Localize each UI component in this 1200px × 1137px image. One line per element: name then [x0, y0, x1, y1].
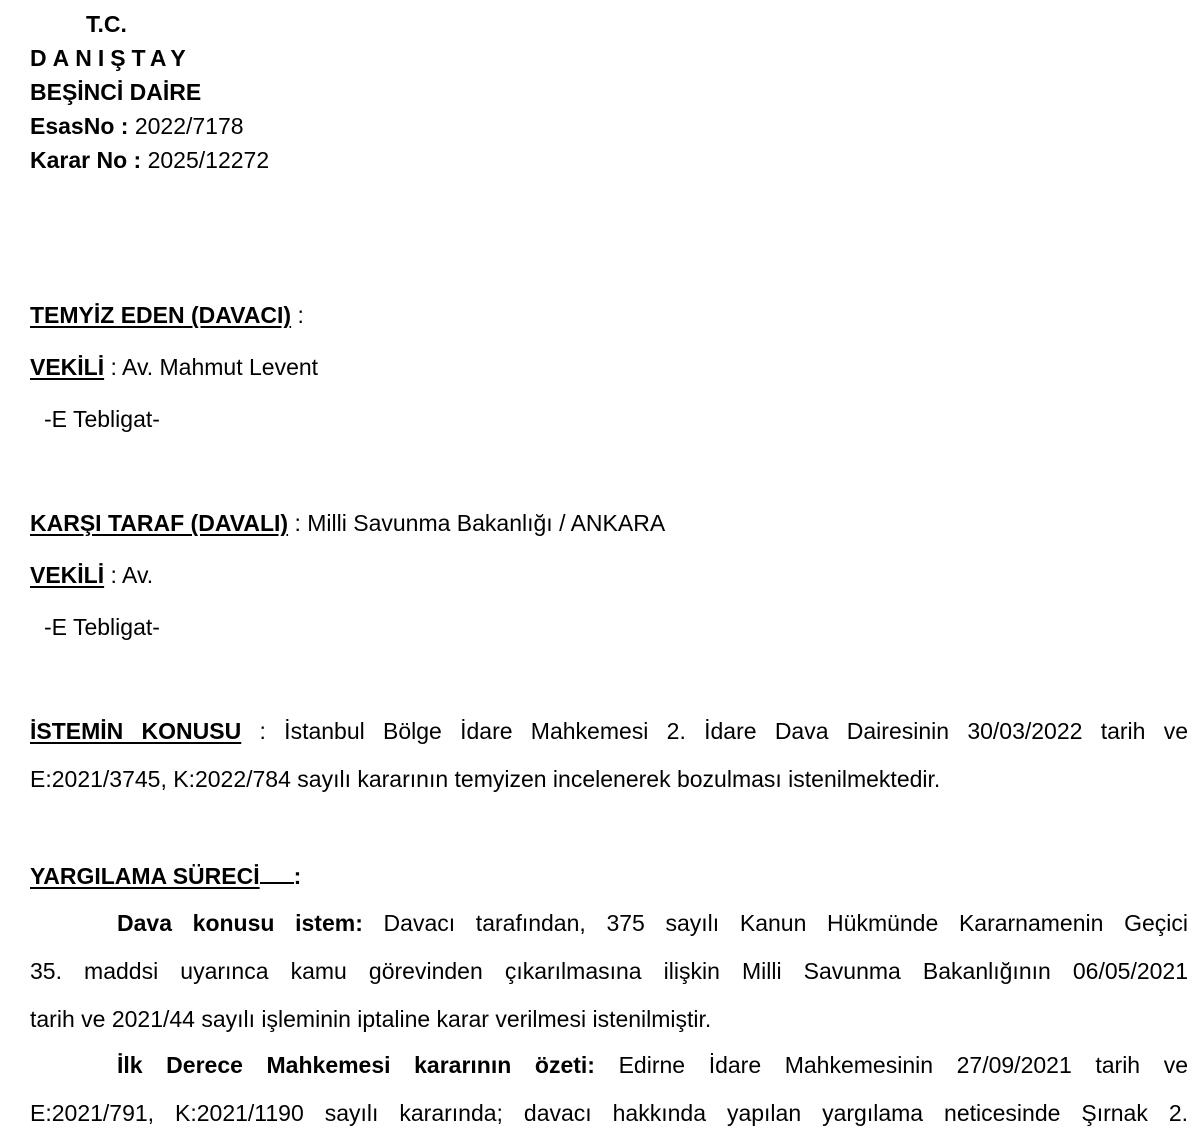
appellant-counsel-row	[30, 353, 318, 381]
respondent-counsel-row	[30, 561, 153, 589]
first-instance-line-2: E:2021/791, K:2021/1190 sayılı kararında; davacı hakkında yapılan yargılama neticesinde Şırnak 2.	[30, 1100, 1188, 1126]
appellant-separator: :	[297, 302, 304, 328]
claim-line-1	[30, 909, 1188, 937]
request-text-1: : İstanbul Bölge İdare Mahkemesi 2. İdare Dava Dairesinin 30/03/2022 tarih ve	[259, 718, 1189, 744]
karar-value: 2025/12272	[147, 147, 270, 173]
header-tc: T.C.	[86, 11, 127, 37]
first-instance-text-1: Edirne İdare Mahkemesinin 27/09/2021 tarih ve	[618, 1052, 1189, 1078]
appellant-counsel-label: VEKİLİ	[30, 354, 105, 380]
respondent-row	[30, 509, 665, 537]
request-line-2: E:2021/3745, K:2022/784 sayılı kararının temyizen incelenerek bozulması istenilmektedir.	[30, 766, 941, 792]
respondent-notice: -E Tebligat-	[44, 614, 160, 640]
karar-label: Karar No :	[30, 147, 142, 173]
claim-line-3: tarih ve 2021/44 sayılı işleminin iptaline karar verilmesi istenilmiştir.	[30, 1006, 712, 1032]
appellant-row	[30, 301, 304, 329]
claim-label: Dava konusu istem:	[117, 910, 363, 936]
heading-underline-gap	[260, 864, 294, 884]
respondent-counsel-value: : Av.	[110, 562, 154, 588]
appellant-counsel-value: : Av. Mahmut Levent	[110, 354, 319, 380]
request-label: İSTEMİN KONUSU	[30, 718, 242, 744]
appellant-label: TEMYİZ EDEN (DAVACI)	[30, 302, 292, 328]
header-karar	[30, 146, 269, 174]
respondent-value: : Milli Savunma Bakanlığı / ANKARA	[294, 510, 666, 536]
respondent-counsel-label: VEKİLİ	[30, 562, 105, 588]
proceedings-separator: :	[293, 863, 302, 889]
respondent-label: KARŞI TARAF (DAVALI)	[30, 510, 289, 536]
request-line-1	[30, 717, 1188, 745]
header-chamber: BEŞİNCİ DAİRE	[30, 79, 202, 105]
claim-line-2: 35. maddsi uyarınca kamu görevinden çıkarılmasına ilişkin Milli Savunma Bakanlığının 06/05/2021	[30, 958, 1188, 984]
esas-value: 2022/7178	[134, 113, 244, 139]
first-instance-line-1	[30, 1051, 1188, 1079]
esas-label: EsasNo :	[30, 113, 129, 139]
proceedings-heading	[30, 862, 301, 890]
header-court: DANIŞTAY	[30, 45, 192, 71]
first-instance-label: İlk Derece Mahkemesi kararının özeti:	[117, 1052, 595, 1078]
header-esas	[30, 112, 244, 140]
appellant-notice: -E Tebligat-	[44, 406, 160, 432]
proceedings-label: YARGILAMA SÜRECİ	[30, 863, 260, 889]
claim-text-1: Davacı tarafından, 375 sayılı Kanun Hükmünde Kararnamenin Geçici	[383, 910, 1188, 936]
